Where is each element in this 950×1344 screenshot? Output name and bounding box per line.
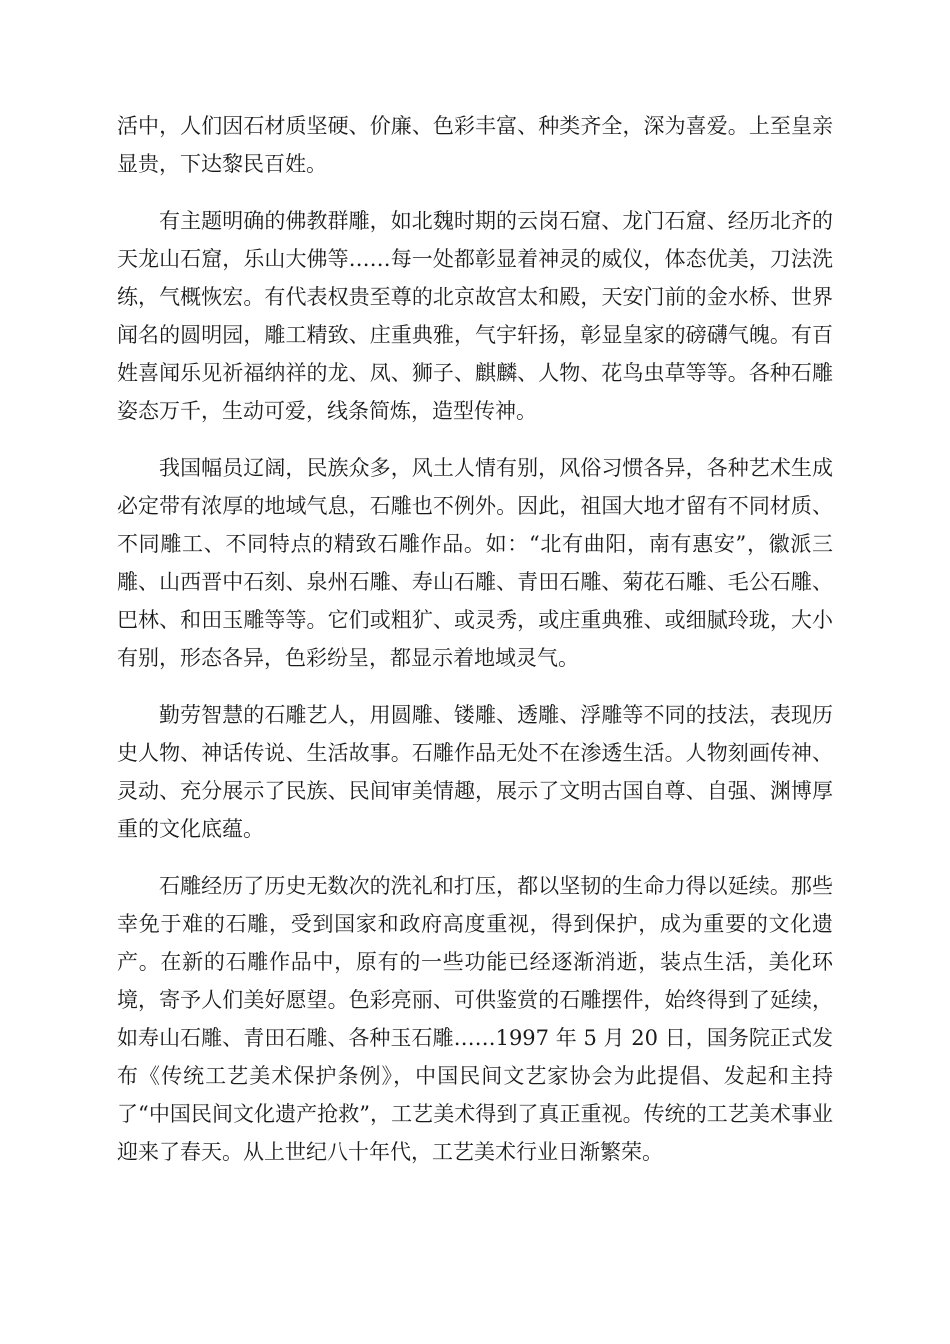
paragraph: 我国幅员辽阔，民族众多，风土人情有别，风俗习惯各异，各种艺术生成必定带有浓厚的地域气息，石雕也不例外。因此，祖国大地才留有不同材质、不同雕工、不同特点的精致石雕作品。如：“北有曲阳，南有惠安”，徽派三雕、山西晋中石刻、泉州石雕、寿山石雕、青田石雕、菊花石雕、毛公石雕、巴林、和田玉雕等等。它们或粗犷、或灵秀，或庄重典雅、或细腻玲珑，大小有别，形态各异，色彩纷呈，都显示着地域灵气。 bbox=[117, 456, 833, 670]
paragraph: 石雕经历了历史无数次的洗礼和打压，都以坚韧的生命力得以延续。那些幸免于难的石雕，受到国家和政府高度重视，得到保护，成为重要的文化遗产。在新的石雕作品中，原有的一些功能已经逐渐消逝，装点生活，美化环境，寄予人们美好愿望。色彩亮丽、可供鉴赏的石雕摆件，始终得到了延续，如寿山石雕、青田石雕、各种玉石雕……1997 年 5 月 20 日，国务院正式发布《传统工艺美术保护条例》，中国民间文艺家协会为此提倡、发起和主持了“中国民间文化遗产抢救”，工艺美术得到了真正重视。传统的工艺美术事业迎来了春天。从上世纪八十年代，工艺美术行业日渐繁荣。 bbox=[117, 874, 833, 1164]
paragraph: 有主题明确的佛教群雕，如北魏时期的云岗石窟、龙门石窟、经历北齐的天龙山石窟，乐山大佛等……每一处都彰显着神灵的威仪，体态优美，刀法洗练，气概恢宏。有代表权贵至尊的北京故宫太和殿，天安门前的金水桥、世界闻名的圆明园，雕工精致、庄重典雅，气宇轩扬，彰显皇家的磅礴气魄。有百姓喜闻乐见祈福纳祥的龙、凤、狮子、麒麟、人物、花鸟虫草等等。各种石雕姿态万千，生动可爱，线条简炼，造型传神。 bbox=[117, 209, 833, 423]
paragraph: 勤劳智慧的石雕艺人，用圆雕、镂雕、透雕、浮雕等不同的技法，表现历史人物、神话传说、生活故事。石雕作品无处不在渗透生活。人物刻画传神、灵动、充分展示了民族、民间审美情趣，展示了文明古国自尊、自强、渊博厚重的文化底蕴。 bbox=[117, 703, 833, 841]
body-text bbox=[117, 107, 833, 1190]
paragraph: 活中，人们因石材质坚硬、价廉、色彩丰富、种类齐全，深为喜爱。上至皇亲显贵，下达黎民百姓。 bbox=[117, 114, 833, 176]
